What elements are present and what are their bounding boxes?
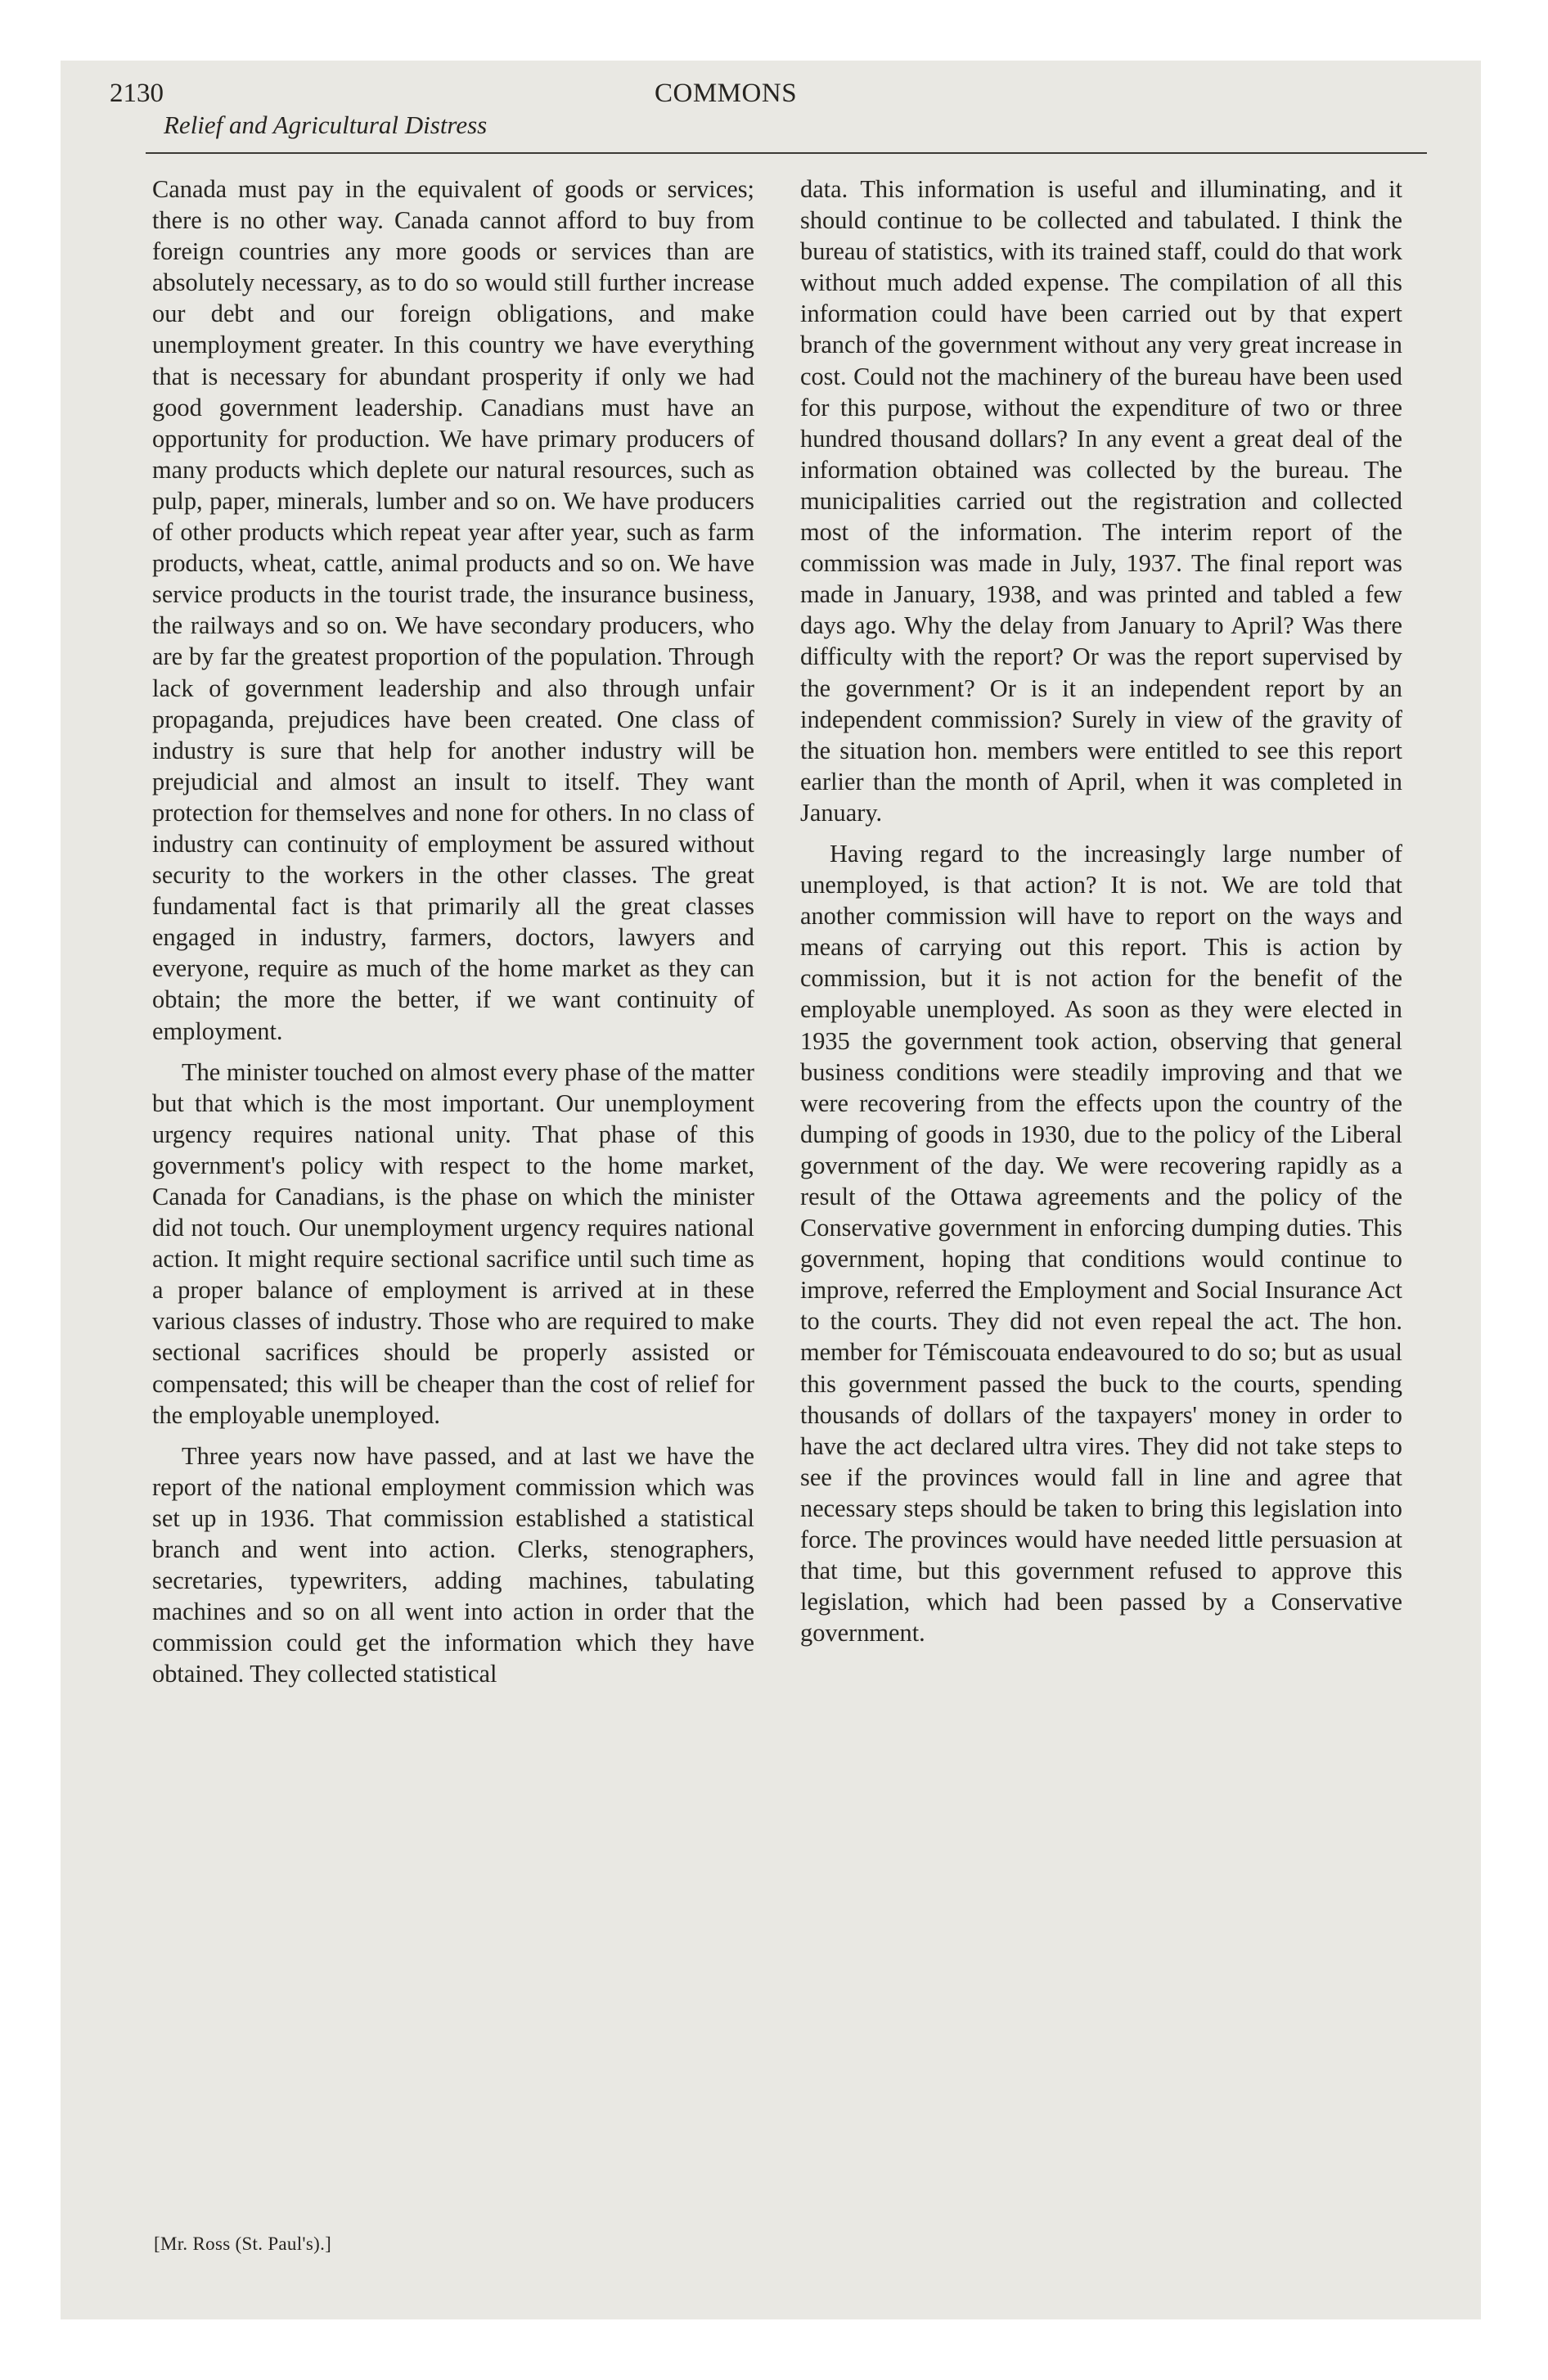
section-title: Relief and Agricultural Distress (164, 110, 488, 139)
page-number: 2130 (110, 79, 164, 108)
speaker-attribution: [Mr. Ross (St. Paul's).] (154, 2234, 332, 2254)
right-column (800, 174, 1402, 1648)
paragraph: The minister touched on almost every phase of the matter but that which is the most important. Our unemployment urgency requires national unity. That phase of this government's policy with respect to the home market, Canada for Canadians, is the phase on which the minister did not touch. Our unemployment urgency requires national action. It might require sectional sacrifice until such time as a proper balance of employment is arrived at in these various classes of industry. Those who are required to make sectional sacrifices should be properly assisted or compensated; this will be cheaper than the cost of relief for the employable unemployed. (152, 1057, 754, 1429)
header-rule (146, 152, 1427, 154)
paragraph: Three years now have passed, and at last we have the report of the national employment commission which was set up in 1936. That commission established a statistical branch and went into action. Clerks, stenographers, secretaries, typewriters, adding machines, tabulating machines and so on all went into action in order that the commission could get the information which they have obtained. They collected statistical (152, 1441, 754, 1688)
paragraph: Canada must pay in the equivalent of goods or services; there is no other way. Canada cannot afford to buy from foreign countries any more goods or services than are absolutely necessary, as to do so would still further increase our debt and our foreign obligations, and make unemployment greater. In this country we have everything that is necessary for abundant prosperity if only we had good government leadership. Canadians must have an opportunity for production. We have primary producers of many products which deplete our natural resources, such as pulp, paper, minerals, lumber and so on. We have producers of other products which repeat year after year, such as farm products, wheat, cattle, animal products and so on. We have service products in the tourist trade, the insurance business, the railways and so on. We have secondary producers, who are by far the greatest proportion of the population. Through lack of government leadership and also through unfair propaganda, prejudices have been created. One class of industry is sure that help for another industry will be prejudicial and almost an insult to itself. They want protection for themselves and none for others. In no class of industry can continuity of employment be assured without security to the workers in the other classes. The great fundamental fact is that primarily all the great classes engaged in industry, farmers, doctors, lawyers and everyone, require as much of the home market as they can obtain; the more the better, if we want continuity of employment. (152, 175, 754, 1045)
left-column (152, 174, 754, 1690)
running-head: COMMONS (655, 79, 798, 108)
paragraph: data. This information is useful and illuminating, and it should continue to be collected and tabulated. I think the bureau of statistics, with its trained staff, could do that work without much added expense. The compilation of all this information could have been carried out by that expert branch of the government without any very great increase in cost. Could not the machinery of the bureau have been used for this purpose, without the expenditure of two or three hundred thousand dollars? In any event a great deal of the information obtained was collected by the bureau. The municipalities carried out the registration and collected most of the information. The interim report of the commission was made in July, 1937. The final report was made in January, 1938, and was printed and tabled a few days ago. Why the delay from January to April? Was there difficulty with the report? Or was the report supervised by the government? Or is it an independent report by an independent commission? Surely in view of the gravity of the situation hon. members were entitled to see this report earlier than the month of April, when it was completed in January. (800, 175, 1402, 827)
paragraph: Having regard to the increasingly large number of unemployed, is that action? It is not. We are told that another commission will have to report on the ways and means of carrying out this report. This is action by commission, but it is not action for the benefit of the employable unemployed. As soon as they were elected in 1935 the government took action, observing that general business conditions were steadily improving and that we were recovering from the effects upon the country of the dumping of goods in 1930, due to the policy of the Liberal government of the day. We were recovering rapidly as a result of the Ottawa agreements and the policy of the Conservative government in enforcing dumping duties. This government, hoping that conditions would continue to improve, referred the Employment and Social Insurance Act to the courts. They did not even repeal the act. The hon. member for Témiscouata endeavoured to do so; but as usual this government passed the buck to the courts, spending thousands of dollars of the taxpayers' money in order to have the act declared ultra vires. They did not take steps to see if the provinces would fall in line and agree that necessary steps should be taken to bring this legislation into force. The provinces would have needed little persuasion at that time, but this government refused to approve this legislation, which had been passed by a Conservative government. (800, 839, 1402, 1648)
